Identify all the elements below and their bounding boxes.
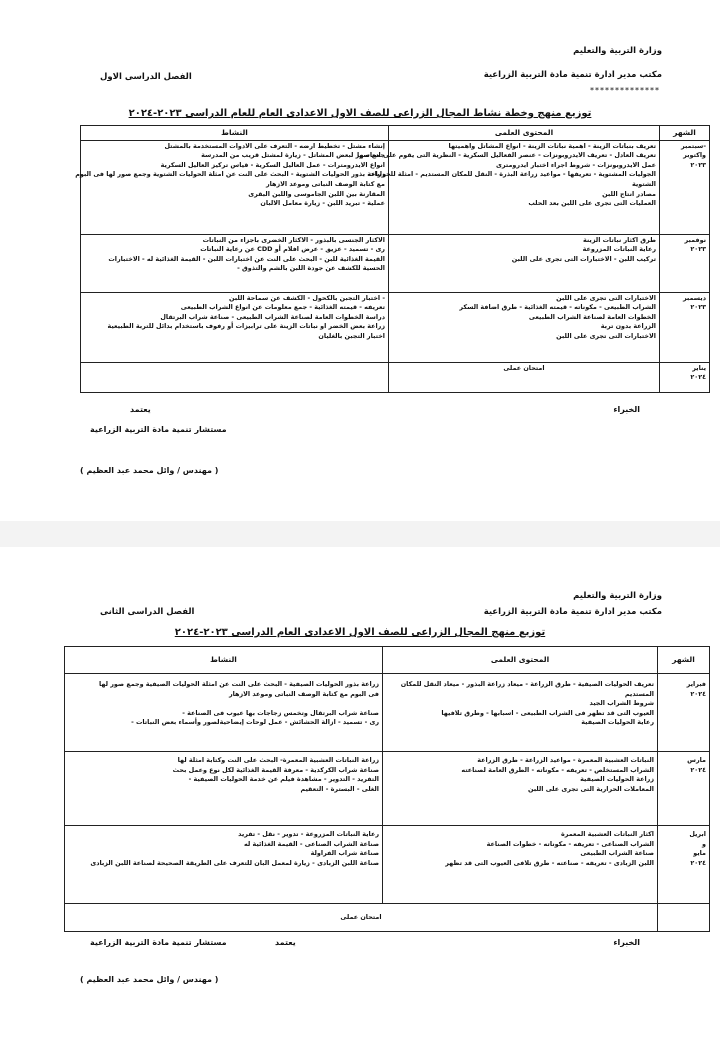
page-title: توزيع منهج المجال الزراعى للصف الاول الاعدادى العام الدراسى ٢٠٢٣-٢٠٢٤ — [174, 627, 546, 638]
table-row — [65, 674, 710, 752]
activity-cell: الاكثار الجنسى بالبذور - الاكثار الخضرى باجزاء من النباتات رى - تسميد - عزيق - عرض افلام أو CDD عن رعاية النباتات القيمة الغذائية للبن - البحث على النت عن اختبارات اللبن - القيمة الغذائية له - الاختبارات الحسية للكشف عن جودة اللبن بالشم والتذوق - — [81, 234, 389, 292]
month-cell: ابريل و مايو ٢٠٢٤ — [658, 826, 710, 904]
director-signature-label: الخبراء — [613, 405, 640, 414]
table-row — [81, 234, 710, 292]
content-cell: تعريف بنباتات الزينة - اهمية نباتات الزينة - انواع المشاتل واهميتها تعريف العادل - تعريف الايدروبونزات - عنصر الفعاليل السكرية - النظرية التى يقوم على اساسها عمل الايدروبونزات - شروط اجراء اختبار ايدرومترى الجوليات المشتوية - تعريفها - مواعيد زراعة البذرة - النقل للمكان المستديم - امثلة للحوليات الشتوية مصادر انتاج اللبن العمليات التى تجرى على اللبن بعد الحلب — [389, 140, 660, 234]
second-term-page — [0, 547, 720, 1053]
content-cell: النباتات العشبية المعمرة - مواعيد الزراعة - طرق الزراعة الشراب المستخلص - تعريفه - مكوناته - الطرق العامة لصناعته زراعة الحوليات الصيفية المعاملات الحرارية التى تجرى على اللبن — [383, 752, 658, 826]
column-header-month: الشهر — [660, 126, 710, 141]
column-header-month: الشهر — [658, 647, 710, 674]
stars-line: ************** — [590, 86, 660, 95]
ministry-label: وزارة التربية والتعليم — [573, 591, 662, 601]
counselor-name: ( مهندس / وائل محمد عبد العظيم ) — [80, 466, 219, 475]
column-header-content: المحتوى العلمى — [389, 126, 660, 141]
month-cell: -سبتمبر واكتوبر ٢٠٢٣ — [660, 140, 710, 234]
table-row — [81, 140, 710, 234]
curriculum-table — [75, 125, 710, 393]
month-cell: يناير ٢٠٢٤ — [660, 362, 710, 392]
month-cell: فبراير ٢٠٢٤ — [658, 674, 710, 752]
counselor-name: ( مهندس / وائل محمد عبد العظيم ) — [80, 975, 219, 984]
director-signature-label: الخبراء — [613, 938, 640, 947]
approved-label: يعتمد — [130, 405, 151, 414]
table-row — [65, 752, 710, 826]
activity-cell: - اختبار التجبن بالكحول - الكشف عن سماحة اللبن تعريفه - قيمته الغذائية - جمع معلومات عن انواع الشراب الطبيعى دراسة الخطوات العامة لصناعة الشراب الطبيعى - صناعة شراب البرتقال زراعة بعض الخضر او نباتات الزينة على ترابيزات أو رفوف باستخدام بدائل للتربة الطبيعية اختبار التجبن بالغليان — [81, 292, 389, 362]
table-header-row — [81, 126, 710, 141]
content-cell: امتحان عملى — [389, 362, 660, 392]
activity-cell — [81, 362, 389, 392]
activity-cell: زراعة النباتات العشبية المعمرة- البحث على النت وكتابة امثلة لها صناعة شراب الكركدية - معرفة القيمة الغذائية لكل نوع وعمل بحث التفريد - التدوير - مشاهدة فيلم عن خدمة الحوليات الصيفية - الغلى - البسترة - التعقيم — [65, 752, 383, 826]
term-label: الفصل الدراسى الاول — [100, 72, 192, 82]
first-term-page — [0, 0, 720, 521]
activity-cell: رعاية النباتات المزروعة - تدوير - نقل - تفريد صناعة الشراب الصناعى - القيمة الغذائية له صناعة شراب الفراولة صناعة اللبن الزبادى - زيارة لمعمل البان للتعرف على الطريقة الصحيحة لصناعة اللبن الزبادى — [65, 826, 383, 904]
activity-cell: زراعة بذور الحوليات الصيفية - البحث على النت عن امثلة الحوليات الصيفية وجمع صور لها فى البوم مع كتابة الوصف النباتى وموعد الازهار صناعة شراب البرتقال وتخمس زجاجات بها عيوب فى الصناعة - رى - تسميد - ازالة الحشائش - عمل لوحات إيضاحيةلصور وأسماء بعض النباتات - — [65, 674, 383, 752]
counselor-label: مستشار تنمية مادة التربية الزراعية — [90, 425, 227, 434]
counselor-label: مستشار تنمية مادة التربية الزراعية — [90, 938, 227, 947]
column-header-activity: النشاط — [65, 647, 383, 674]
office-label: مكتب مدير ادارة تنمية مادة التربية الزراعية — [483, 607, 662, 617]
column-header-activity: النشاط — [81, 126, 389, 141]
term-label: الفصل الدراسى الثانى — [100, 607, 195, 617]
month-cell: نوفمبر ٢٠٢٣ — [660, 234, 710, 292]
content-cell: الاختبارات التى تجرى على اللبن الشراب الطبيعى - مكوناته - قيمته الغذائية - طرق اضافة السكر الخطوات العامة لصناعة الشراب الطبيعى الزراعة بدون تربة الاختبارات التى تجرى على اللبن — [389, 292, 660, 362]
month-cell: ديسمبر ٢٠٢٣ — [660, 292, 710, 362]
content-cell: اكثار النباتات العشبية المعمرة الشراب الصناعى - تعريفه - مكوناته - خطوات الصناعة صناعة الشراب الطبيعى اللبن الزبادى - تعريفه - صناعته - طرق تلافى العيوب التى قد تظهر — [383, 826, 658, 904]
content-cell: امتحان عملى — [65, 904, 658, 932]
page-title: توزيع منهج وخطة نشاط المجال الزراعى للصف الاول الاعدادى العام للعام الدراسى ٢٠٢٣-٢٠٢٤ — [128, 108, 592, 119]
table-row — [81, 362, 710, 392]
table-header-row — [65, 647, 710, 674]
column-header-content: المحتوى العلمى — [383, 647, 658, 674]
table-row — [81, 292, 710, 362]
table-row — [65, 904, 710, 932]
content-cell: طرق اكثار نباتات الزينة رعاية النباتات المزروعة تركيب اللبن - الاختبارات التى تجرى على اللبن — [389, 234, 660, 292]
activity-cell: إنشاء مشتل - تخطيط ارضه - التعرف على الادوات المستخدمة بالمشتل جمع صور لبعض المشاتل - زيارة لمشتل قريب من المدرسة انواع الايدرومترات - عمل العاليل السكرية - قياس تركيز العاليل السكرية زراعة بذور الحوليات الشتوية - البحث على النت عن امثلة الحوليات الشتوية وجمع صور لها فى البوم مع كتابة الوصف النباتى وموعد الازهار المقارنة بين اللبن الجاموسى واللبن البقرى عملية - تبريد اللبن - زيارة معامل الالبان — [81, 140, 389, 234]
ministry-label: وزارة التربية والتعليم — [573, 46, 662, 56]
curriculum-table — [64, 646, 710, 932]
month-cell — [658, 904, 710, 932]
month-cell: مارس ٢٠٢٤ — [658, 752, 710, 826]
office-label: مكتب مدير ادارة تنمية مادة التربية الزراعية — [483, 70, 662, 80]
content-cell: تعريف الحوليات الصيفية - طرق الزراعة - ميعاد زراعة البذور - ميعاد النقل للمكان المستديم شروط الشراب الجيد العيوب التى قد تظهر فى الشراب الطبيعى - اسبابها - وطرق تلافيها رعاية الحوليات الصيفية — [383, 674, 658, 752]
table-row — [65, 826, 710, 904]
approved-label: يعتمد — [275, 938, 296, 947]
